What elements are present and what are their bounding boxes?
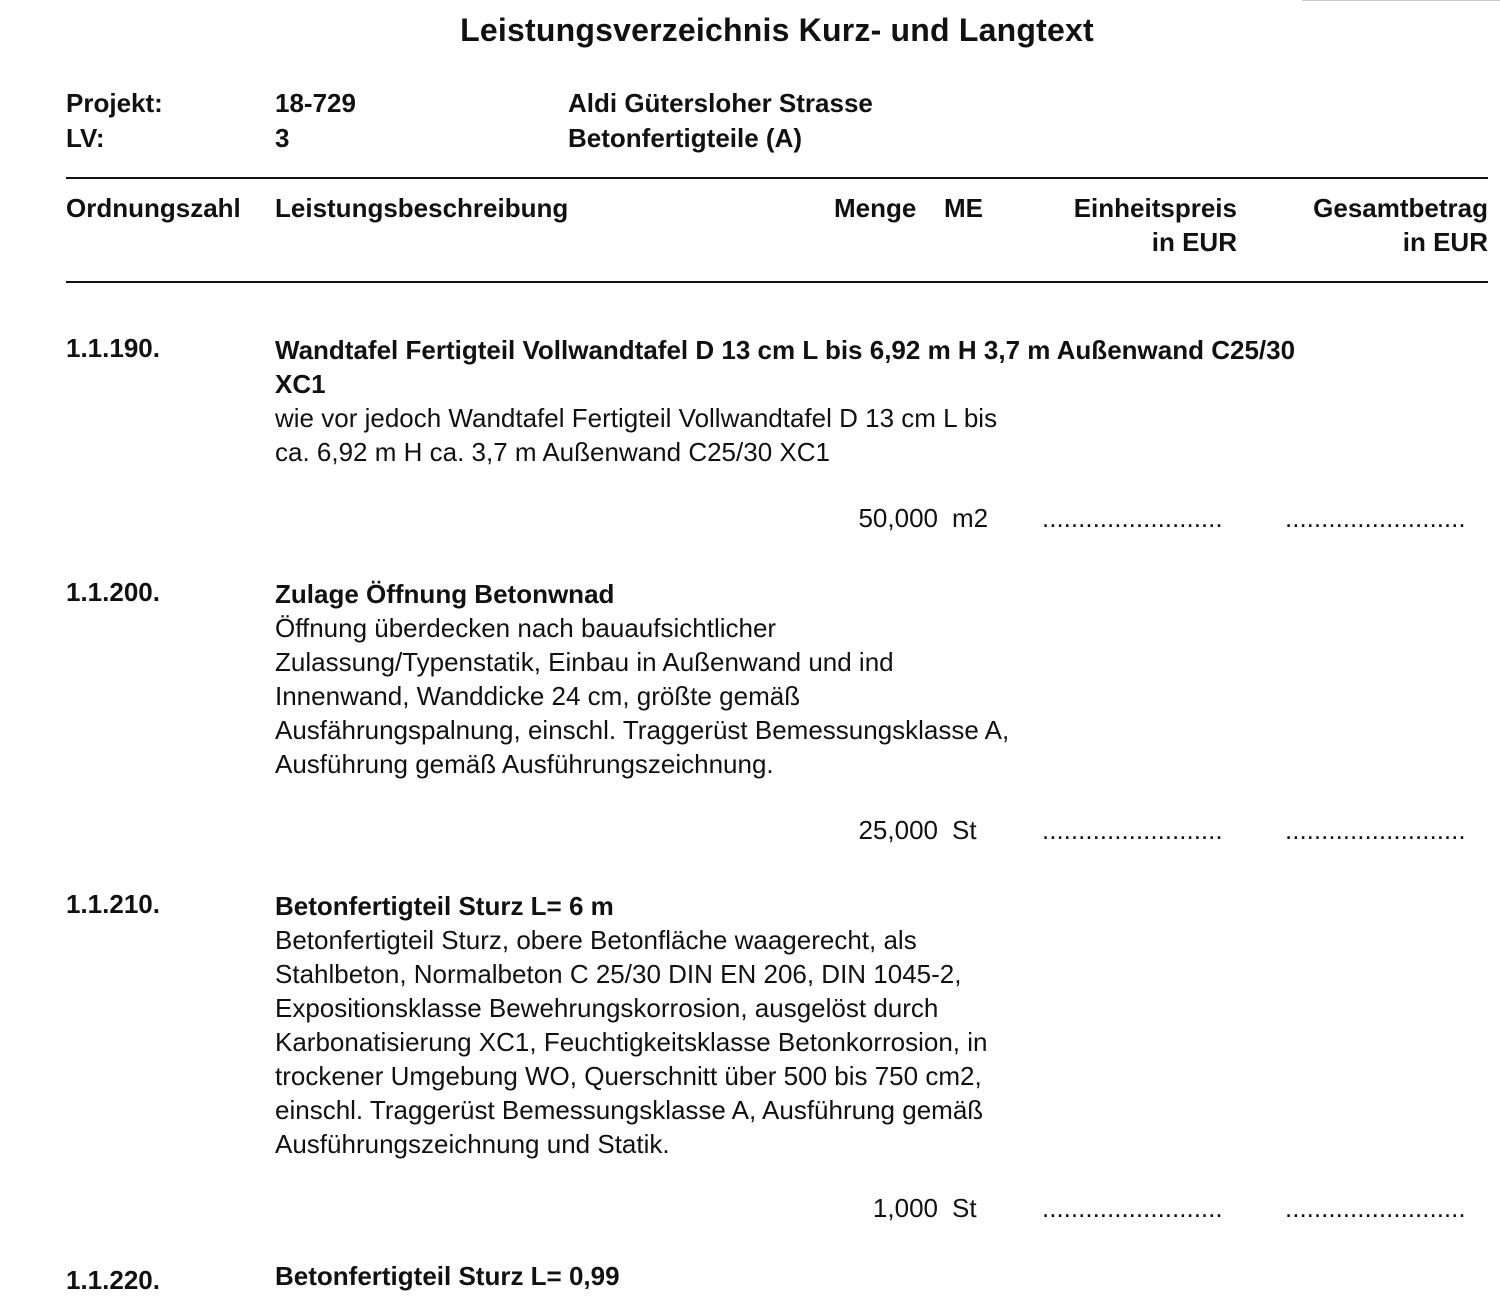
col-gesamtbetrag: Gesamtbetrag [1313,193,1488,223]
item-langtext: ca. 6,92 m H ca. 3,7 m Außenwand C25/30 XC1 [275,437,830,467]
item-kurztext: Betonfertigteil Sturz L= 6 m [275,891,614,921]
item-description [275,889,988,1161]
item-menge: 50,000 [858,503,938,533]
page-edge-line [1302,0,1500,1]
item-ordnungszahl: 1.1.190. [66,333,160,363]
einheitspreis-input[interactable]: ......................... [1042,503,1223,533]
item-langtext: wie vor jedoch Wandtafel Fertigteil Vollwandtafel D 13 cm L bis [275,403,998,433]
header-top-rule [66,177,1488,179]
item-kurztext: Wandtafel Fertigteil Vollwandtafel D 13 cm L bis 6,92 m H 3,7 m Außenwand C25/30 [275,335,1296,365]
item-kurztext: Betonfertigteil Sturz L= 0,99 [275,1261,620,1291]
col-leistungsbeschreibung: Leistungsbeschreibung [275,193,569,223]
projekt-number: 18-729 [275,88,356,118]
item-langtext: Ausführungszeichnung und Statik. [275,1129,670,1159]
col-einheitspreis-unit: in EUR [1151,227,1237,257]
item-ordnungszahl: 1.1.210. [66,889,160,919]
col-me: ME [944,193,983,223]
einheitspreis-input[interactable]: ......................... [1042,815,1223,845]
col-ordnungszahl: Ordnungszahl [66,193,241,223]
gesamtbetrag-value: ......................... [1285,503,1466,533]
item-description [275,333,1295,469]
col-gesamtbetrag-unit: in EUR [1402,227,1488,257]
item-me: m2 [952,503,989,533]
gesamtbetrag-value: ......................... [1285,815,1466,845]
document-title: Leistungsverzeichnis Kurz- und Langtext [460,12,1094,48]
item-description [275,577,1009,781]
item-me: St [952,1193,977,1223]
item-menge: 25,000 [858,815,938,845]
item-langtext: einschl. Traggerüst Bemessungsklasse A, Ausführung gemäß [275,1095,984,1125]
col-einheitspreis: Einheitspreis [1073,193,1237,223]
projekt-label: Projekt: [66,88,163,118]
item-langtext: Innenwand, Wanddicke 24 cm, größte gemäß [275,681,801,711]
item-ordnungszahl: 1.1.220. [66,1265,160,1295]
lv-label: LV: [66,123,105,153]
item-langtext: Ausführung gemäß Ausführungszeichnung. [275,749,774,779]
gesamtbetrag-value: ......................... [1285,1193,1466,1223]
item-langtext: Öffnung überdecken nach bauaufsichtlicher [275,613,777,643]
projekt-name: Aldi Gütersloher Strasse [568,88,873,118]
item-kurztext: XC1 [275,369,326,399]
lv-name: Betonfertigteile (A) [568,123,802,153]
item-menge: 1,000 [872,1193,938,1223]
item-langtext: Betonfertigteil Sturz, obere Betonfläche waagerecht, als [275,925,917,955]
item-description [275,1259,620,1293]
item-kurztext: Zulage Öffnung Betonwnad [275,579,615,609]
item-langtext: Karbonatisierung XC1, Feuchtigkeitsklasse Betonkorrosion, in [275,1027,988,1057]
item-ordnungszahl: 1.1.200. [66,577,160,607]
item-langtext: Zulassung/Typenstatik, Einbau in Außenwand und ind [275,647,894,677]
item-langtext: Expositionsklasse Bewehrungskorrosion, ausgelöst durch [275,993,939,1023]
item-langtext: trockener Umgebung WO, Querschnitt über 500 bis 750 cm2, [275,1061,982,1091]
item-langtext: Stahlbeton, Normalbeton C 25/30 DIN EN 206, DIN 1045-2, [275,959,962,989]
header-bottom-rule [66,281,1488,283]
col-menge: Menge [834,193,917,223]
lv-number: 3 [275,123,290,153]
item-me: St [952,815,977,845]
item-langtext: Ausfährungspalnung, einschl. Traggerüst Bemessungsklasse A, [275,715,1010,745]
einheitspreis-input[interactable]: ......................... [1042,1193,1223,1223]
